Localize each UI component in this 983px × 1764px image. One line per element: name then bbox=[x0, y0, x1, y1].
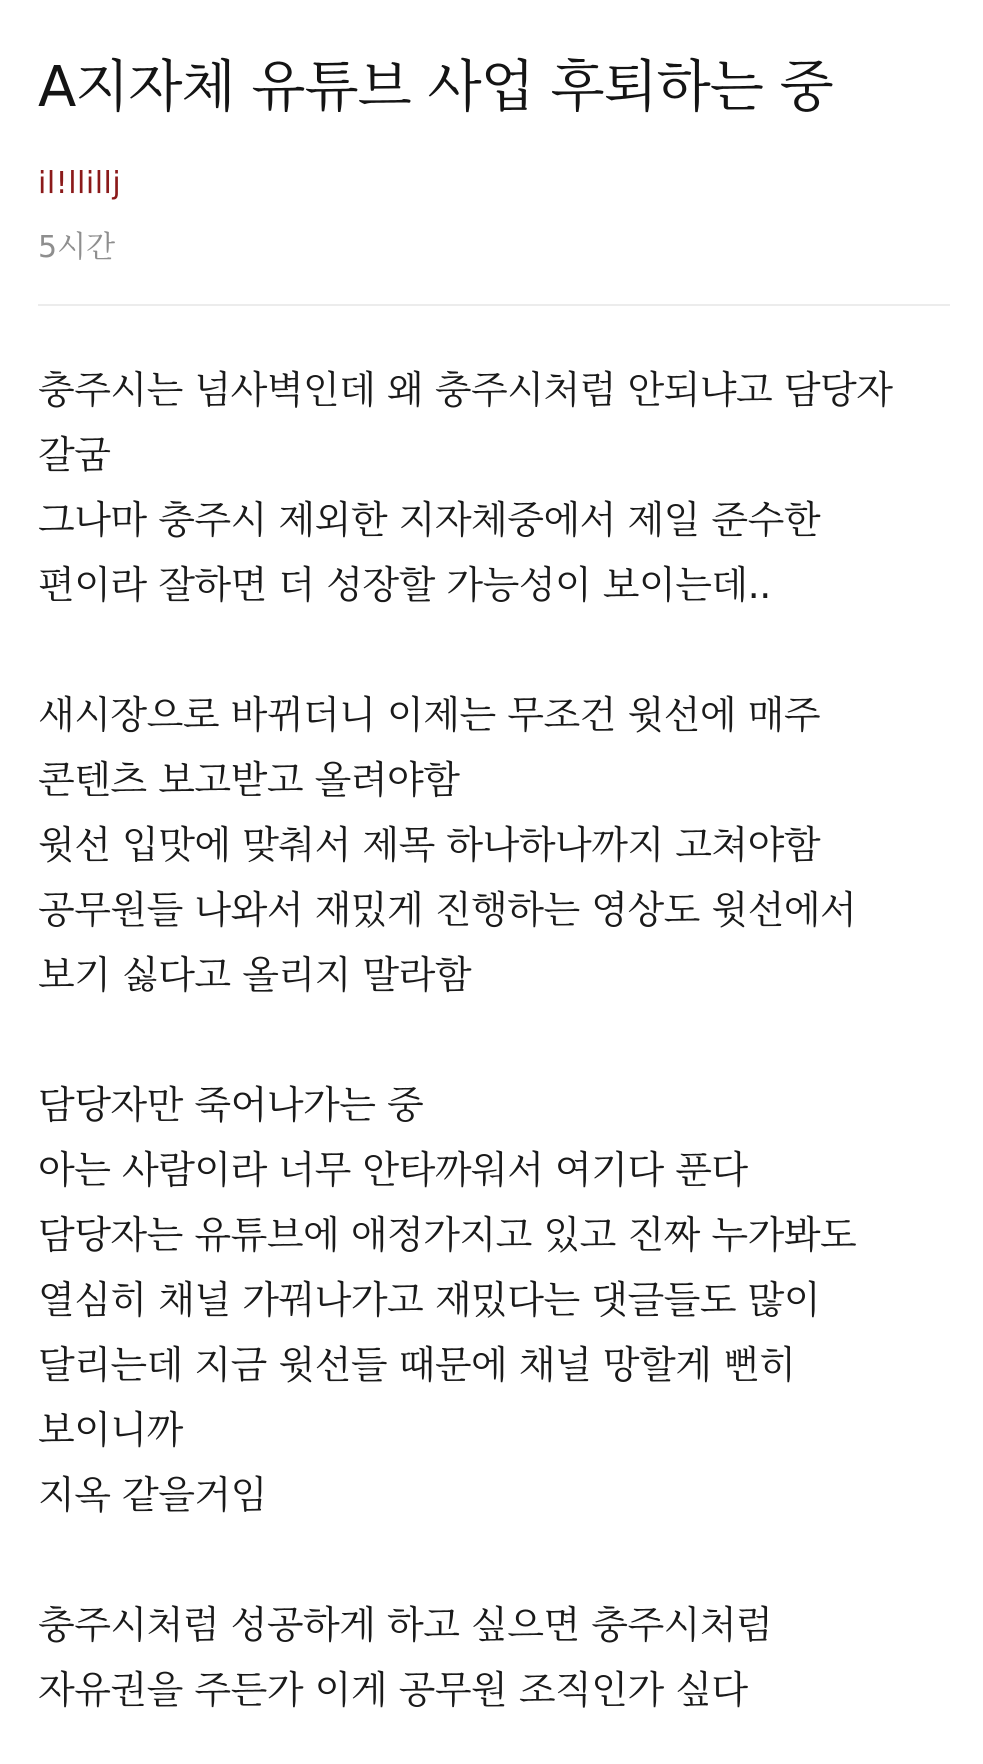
body-line: 담당자는 유튜브에 애정가지고 있고 진짜 누가봐도 bbox=[38, 1213, 857, 1257]
body-line: 보기 싫다고 올리지 말라함 bbox=[38, 953, 472, 997]
body-line: 아는 사람이라 너무 안타까워서 여기다 푼다 bbox=[38, 1148, 748, 1192]
body-blank-line bbox=[38, 1008, 950, 1073]
body-line: 윗선 입맛에 맞춰서 제목 하나하나까지 고쳐야함 bbox=[38, 823, 821, 867]
body-blank-line bbox=[38, 618, 950, 683]
body-line: 지옥 같을거임 bbox=[38, 1473, 267, 1517]
body-line: 달리는데 지금 윗선들 때문에 채널 망할게 뻔히 bbox=[38, 1343, 796, 1387]
body-line: 충주시처럼 성공하게 하고 싶으면 충주시처럼 bbox=[38, 1603, 773, 1647]
body-line: 콘텐츠 보고받고 올려야함 bbox=[38, 758, 460, 802]
body-line: 보이니까 bbox=[38, 1408, 183, 1452]
body-line: 열심히 채널 가꿔나가고 재밌다는 댓글들도 많이 bbox=[38, 1278, 821, 1322]
body-line: 그나마 충주시 제외한 지자체중에서 제일 준수한 bbox=[38, 498, 821, 542]
body-line: 담당자만 죽어나가는 중 bbox=[38, 1083, 424, 1127]
body-line: 새시장으로 바뀌더니 이제는 무조건 윗선에 매주 bbox=[38, 693, 821, 737]
divider bbox=[38, 304, 950, 306]
author-name[interactable]: il!llillj bbox=[38, 166, 122, 201]
post-title: A지자체 유튜브 사업 후퇴하는 중 bbox=[38, 55, 833, 120]
body-blank-line bbox=[38, 1528, 950, 1593]
body-line: 갈굼 bbox=[38, 433, 111, 477]
post-body bbox=[38, 358, 950, 1723]
body-line: 충주시는 넘사벽인데 왜 충주시처럼 안되냐고 담당자 bbox=[38, 368, 893, 412]
post-timestamp: 5시간 bbox=[38, 230, 116, 265]
body-line: 공무원들 나와서 재밌게 진행하는 영상도 윗선에서 bbox=[38, 888, 857, 932]
body-line: 자유권을 주든가 이게 공무원 조직인가 싶다 bbox=[38, 1668, 748, 1712]
body-line: 편이라 잘하면 더 성장할 가능성이 보이는데.. bbox=[38, 563, 771, 607]
